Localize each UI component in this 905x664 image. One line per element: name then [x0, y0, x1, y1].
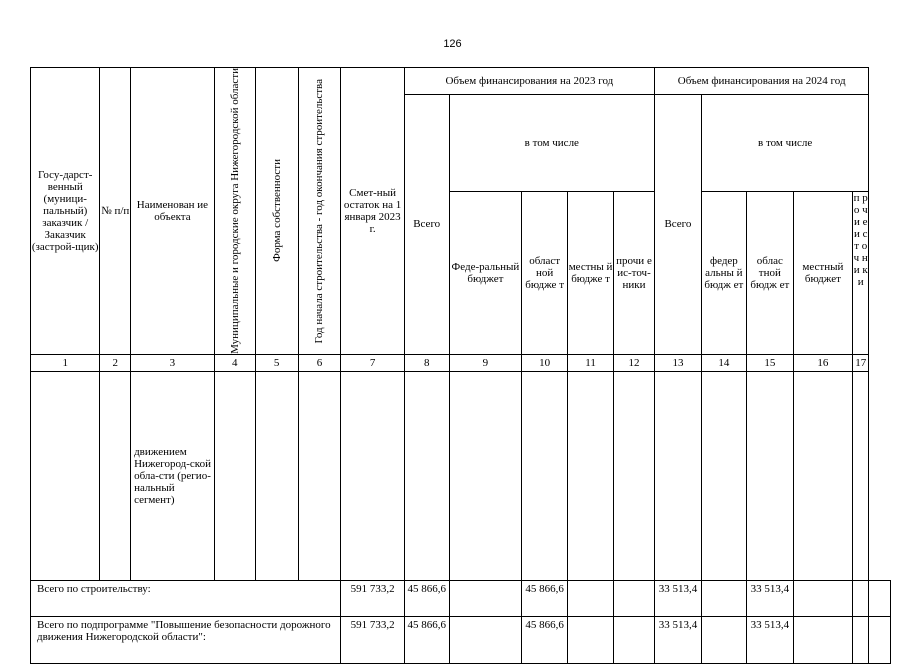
header-years-text: Год начала строительства - год окончания строительства: [313, 78, 326, 344]
header-total-2023: Всего: [404, 95, 449, 355]
financing-table: [30, 67, 891, 664]
header-including-2023: в том числе: [449, 95, 654, 192]
col-num-14: 14: [701, 354, 746, 371]
header-num: № п/п: [100, 68, 131, 355]
col-num-15: 15: [746, 354, 793, 371]
total-subprogram-regional-2024: 33 513,4: [746, 616, 793, 663]
col-num-7: 7: [341, 354, 404, 371]
total-construction-regional-2024: 33 513,4: [746, 580, 793, 616]
header-other-2023: прочи е ис-точ-ники: [614, 191, 655, 354]
total-subprogram-total-2023: 45 866,6: [404, 616, 449, 663]
total-subprogram-regional-2023: 45 866,6: [522, 616, 568, 663]
col-num-8: 8: [404, 354, 449, 371]
header-local-2024: местный бюджет: [793, 191, 852, 354]
col-num-17: 17: [853, 354, 869, 371]
header-fin-2023: Объем финансирования на 2023 год: [404, 68, 654, 95]
total-construction-row: [31, 580, 891, 616]
col-num-4: 4: [214, 354, 255, 371]
header-regional-2023: област ной бюдже т: [522, 191, 568, 354]
header-regional-2024: облас тной бюдж ет: [746, 191, 793, 354]
header-ownership: [255, 68, 298, 355]
header-other-2024: п р о ч и е и с т о ч н и к и: [853, 191, 869, 354]
col-num-13: 13: [654, 354, 701, 371]
col-num-2: 2: [100, 354, 131, 371]
total-construction-label: Всего по строительству:: [31, 580, 341, 616]
header-object-name: Наименован ие объекта: [131, 68, 215, 355]
col-num-1: 1: [31, 354, 100, 371]
col-num-10: 10: [522, 354, 568, 371]
header-federal-2024: федер альны й бюдж ет: [701, 191, 746, 354]
page-number: 126: [443, 38, 462, 50]
header-ownership-text: Форма собственности: [270, 159, 283, 263]
header-municipality: [214, 68, 255, 355]
col-num-6: 6: [298, 354, 341, 371]
header-municipality-text: Муниципальные и городские округа Нижегородской области: [228, 68, 241, 354]
object-name-cell: движением Нижегород-ской обла-сти (регио-нальный сегмент): [131, 371, 215, 580]
total-construction-estimate: 591 733,2: [341, 580, 404, 616]
column-numbers-row: [31, 354, 891, 371]
col-num-12: 12: [614, 354, 655, 371]
total-construction-total-2023: 45 866,6: [404, 580, 449, 616]
col-num-11: 11: [568, 354, 614, 371]
total-subprogram-estimate: 591 733,2: [341, 616, 404, 663]
header-including-2024: в том числе: [701, 95, 868, 192]
total-subprogram-label: Всего по подпрограмме "Повышение безопасности дорожного движения Нижегородской области":: [31, 616, 341, 663]
col-num-9: 9: [449, 354, 522, 371]
header-federal-2023: Феде-ральный бюджет: [449, 191, 522, 354]
col-num-3: 3: [131, 354, 215, 371]
col-num-5: 5: [255, 354, 298, 371]
header-total-2024: Всего: [654, 95, 701, 355]
col-num-16: 16: [793, 354, 852, 371]
header-fin-2024: Объем финансирования на 2024 год: [654, 68, 868, 95]
header-estimate: Смет-ный остаток на 1 января 2023 г.: [341, 68, 404, 355]
total-construction-total-2024: 33 513,4: [654, 580, 701, 616]
header-years: [298, 68, 341, 355]
object-row: [31, 371, 891, 580]
header-local-2023: местны й бюдже т: [568, 191, 614, 354]
total-construction-regional-2023: 45 866,6: [522, 580, 568, 616]
header-customer: Госу-дарст-венный (муници-пальный) заказчик / Заказчик (застрой-щик): [31, 68, 100, 355]
total-subprogram-total-2024: 33 513,4: [654, 616, 701, 663]
